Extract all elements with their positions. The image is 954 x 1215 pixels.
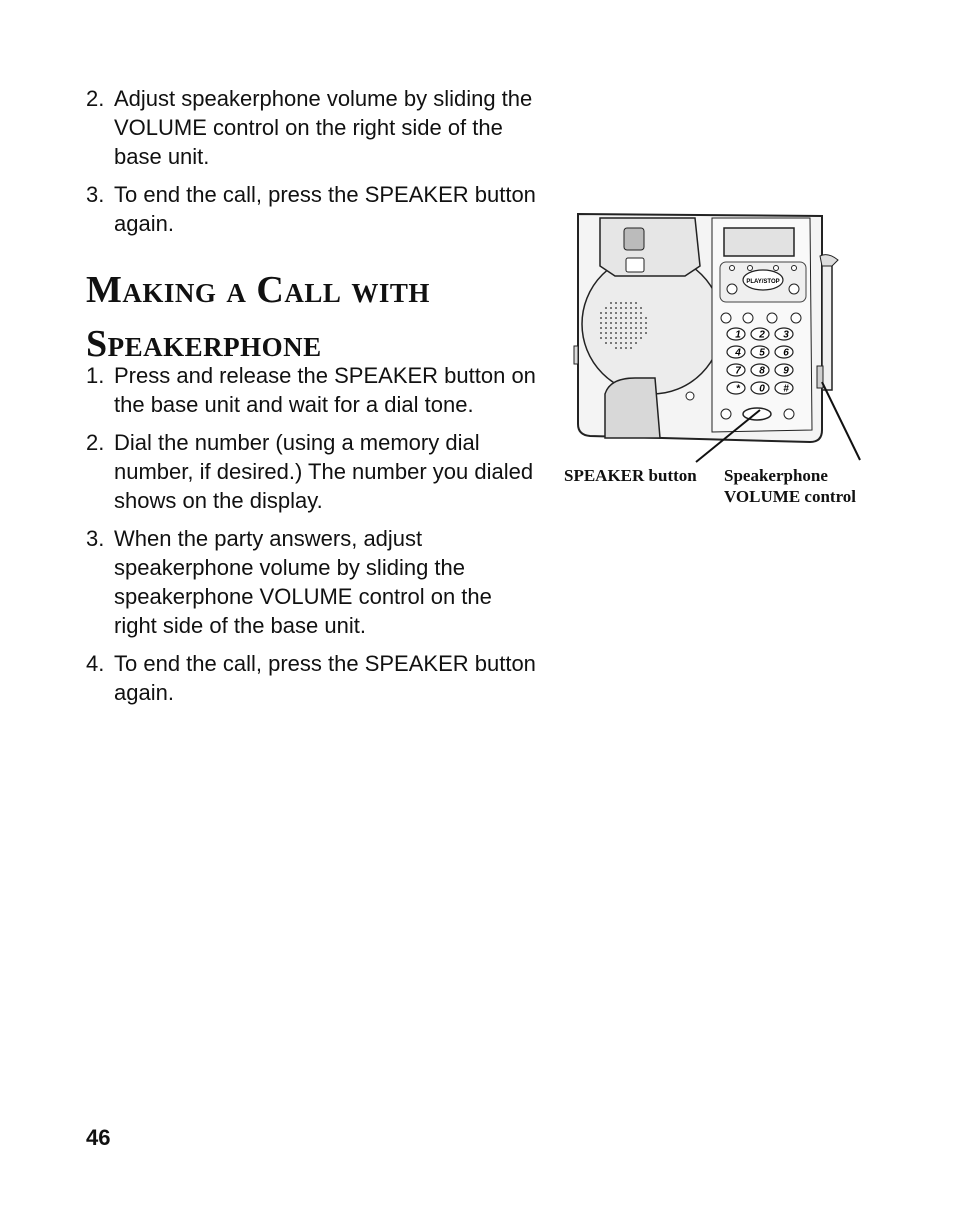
- keypad-key-label: 9: [783, 365, 789, 377]
- keypad-key-label: 2: [759, 329, 765, 341]
- phone-base-illustration: [560, 206, 880, 506]
- step-text: Dial the number (using a memory dial number, if desired.) The number you dialed shows on the display.: [114, 430, 534, 513]
- keypad-key-label: *: [736, 383, 740, 395]
- speaker-button-caption: SPEAKER button: [564, 466, 697, 485]
- heading-line-2: Speakerphone: [86, 323, 322, 365]
- keypad-key-label: 7: [735, 365, 741, 377]
- small-key-icon: [730, 266, 735, 271]
- list-item: [86, 180, 536, 238]
- small-key-icon: [748, 266, 753, 271]
- handset-rest: [605, 378, 660, 438]
- memory-button-icon: [721, 313, 731, 323]
- list-item: [86, 649, 536, 707]
- memory-button-icon: [743, 313, 753, 323]
- side-jack: [574, 346, 578, 364]
- step-number: 4.: [86, 651, 105, 676]
- step-text: Adjust speakerphone volume by sliding the VOLUME control on the right side of the base unit.: [114, 86, 533, 169]
- volume-leader-line: [822, 382, 860, 460]
- speaker-button-icon: [743, 408, 771, 420]
- volume-slider-icon: [817, 366, 823, 388]
- list-item: [86, 428, 536, 515]
- list-item: [86, 84, 536, 171]
- section-heading: [86, 263, 430, 371]
- keypad-key-label: 6: [783, 347, 789, 359]
- keypad-key-label: 1: [735, 329, 741, 341]
- memory-button-icon: [767, 313, 777, 323]
- step-number: 2.: [86, 86, 105, 111]
- volume-control-caption: [724, 465, 856, 507]
- redial-button-icon: [784, 409, 794, 419]
- keypad-key-label: 3: [783, 329, 789, 341]
- keypad-key-label: 0: [759, 383, 765, 395]
- keypad-key-label: 8: [759, 365, 765, 377]
- phone-base-drawing: [560, 206, 880, 506]
- heading-line-1: Making a Call with: [86, 269, 430, 311]
- handset-cradle: [600, 218, 700, 276]
- antenna-tip: [820, 255, 838, 266]
- step-number: 2.: [86, 430, 105, 455]
- instruction-list-continued: [86, 84, 536, 247]
- list-item: [86, 361, 536, 419]
- up-arrow-icon: [789, 284, 799, 294]
- keypad-key-label: #: [783, 383, 789, 395]
- step-text: When the party answers, adjust speakerphone volume by sliding the speakerphone VOLUME control on the right side of the base unit.: [114, 526, 492, 638]
- step-number: 3.: [86, 526, 105, 551]
- cradle-hook-icon: [624, 228, 644, 250]
- memory-button-icon: [791, 313, 801, 323]
- step-text: Press and release the SPEAKER button on the base unit and wait for a dial tone.: [114, 363, 536, 417]
- keypad-key-label: 4: [735, 347, 741, 359]
- small-key-icon: [774, 266, 779, 271]
- down-arrow-icon: [727, 284, 737, 294]
- keypad-key-label: 5: [759, 347, 765, 359]
- flash-button-icon: [721, 409, 731, 419]
- play-stop-label: PLAY/STOP: [746, 279, 780, 285]
- display-screen: [724, 228, 794, 256]
- volume-caption-line-2: VOLUME control: [724, 487, 857, 506]
- volume-caption-line-1: Speakerphone: [724, 466, 828, 485]
- page-number: 46: [86, 1125, 111, 1150]
- step-text: To end the call, press the SPEAKER button again.: [114, 182, 536, 236]
- step-text: To end the call, press the SPEAKER button again.: [114, 651, 536, 705]
- instruction-list: [86, 361, 536, 716]
- list-item: [86, 524, 536, 640]
- step-number: 1.: [86, 363, 105, 388]
- indicator-icon: [686, 392, 694, 400]
- step-number: 3.: [86, 182, 105, 207]
- small-key-icon: [792, 266, 797, 271]
- cradle-switch: [626, 258, 644, 272]
